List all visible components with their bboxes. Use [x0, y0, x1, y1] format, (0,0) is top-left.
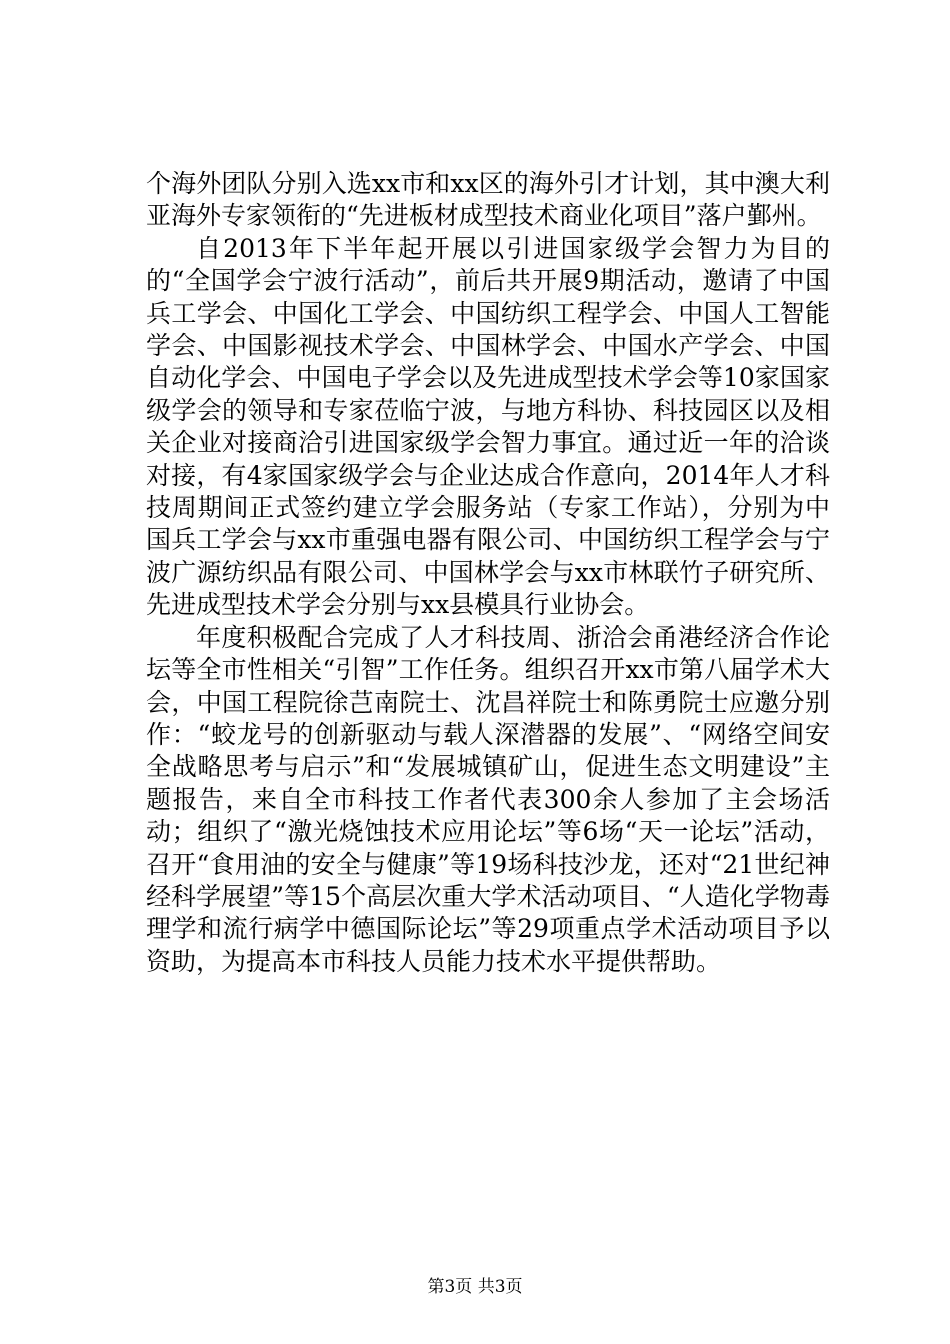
- page-footer: 第3页 共3页: [427, 1277, 523, 1297]
- document-body: [146, 168, 830, 978]
- paragraph-continuation: 个海外团队分别入选xx市和xx区的海外引才计划，其中澳大利亚海外专家领衔的“先进板材成型技术商业化项目”落户鄞州。: [146, 169, 830, 231]
- paragraph-national-societies: 自2013年下半年起开展以引进国家级学会智力为目的的“全国学会宁波行活动”，前后共开展9期活动，邀请了中国兵工学会、中国化工学会、中国纺织工程学会、中国人工智能学会、中国影视技术学会、中国林学会、中国水产学会、中国自动化学会、中国电子学会以及先进成型技术学会等10家国家级学会的领导和专家莅临宁波，与地方科协、科技园区以及相关企业对接商洽引进国家级学会智力事宜。通过近一年的洽谈对接，有4家国家级学会与企业达成合作意向，2014年人才科技周期间正式签约建立学会服务站（专家工作站），分别为中国兵工学会与xx市重强电器有限公司、中国纺织工程学会与宁波广源纺织品有限公司、中国林学会与xx市林联竹子研究所、先进成型技术学会分别与xx县模具行业协会。: [146, 233, 830, 620]
- paragraph-annual-activities: 年度积极配合完成了人才科技周、浙洽会甬港经济合作论坛等全市性相关“引智”工作任务。组织召开xx市第八届学术大会，中国工程院徐芑南院士、沈昌祥院士和陈勇院士应邀分别作：“蛟龙号的创新驱动与载人深潜器的发展”、“网络空间安全战略思考与启示”和“发展城镇矿山，促进生态文明建设”主题报告，来自全市科技工作者代表300余人参加了主会场活动；组织了“激光烧蚀技术应用论坛”等6场“天一论坛”活动，召开“食用油的安全与健康”等19场科技沙龙，还对“21世纪神经科学展望”等15个高层次重大学术活动项目、“人造化学物毒理学和流行病学中德国际论坛”等29项重点学术活动项目予以资助，为提高本市科技人员能力技术水平提供帮助。: [146, 622, 830, 976]
